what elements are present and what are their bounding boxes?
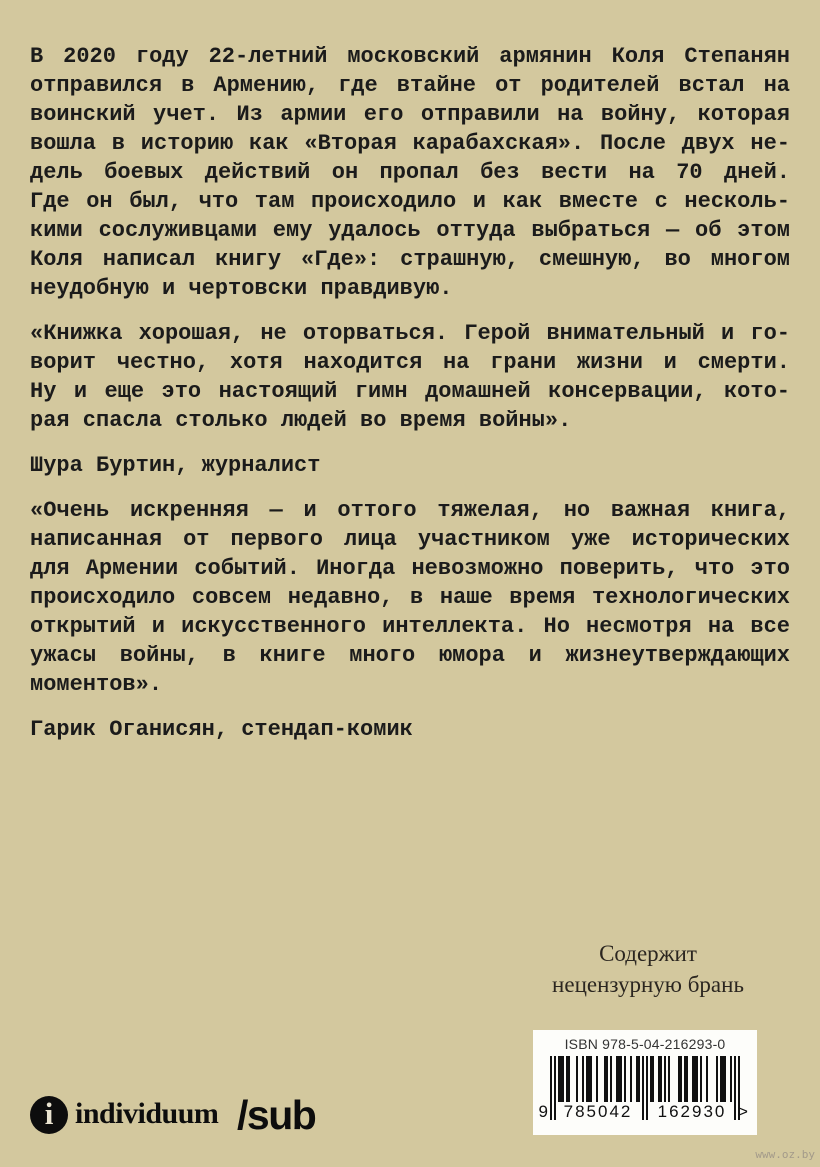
attribution-burtin: Шура Буртин, журналист <box>30 453 321 478</box>
text-line: «Очень искренняя — и оттого тяжелая, но важная книга, <box>30 498 790 523</box>
text-line: открытий и искусственного интеллекта. Но несмотря на все <box>30 614 790 639</box>
quote-oganisyan <box>30 496 790 699</box>
text-line: неудобную и чертовски правдивую. <box>30 276 453 301</box>
text-line: «Книжка хорошая, не оторваться. Герой внимательный и го- <box>30 321 790 346</box>
barcode-group1: 785042 <box>556 1102 640 1122</box>
text-line: происходило совсем недавно, в наше время технологических <box>30 585 790 610</box>
text-line: дель боевых действий он пропал без вести на 70 дней. <box>30 160 790 185</box>
text-line: ужасы войны, в книге много юмора и жизнеутверждающих <box>30 643 790 668</box>
attribution-oganisyan: Гарик Оганисян, стендап-комик <box>30 717 413 742</box>
text-line: ворит честно, хотя находится на грани жизни и смерти. <box>30 350 790 375</box>
text-line: Ну и еще это настоящий гимн домашней консервации, кото- <box>30 379 790 404</box>
text-line: рая спасла столько людей во время войны». <box>30 408 572 433</box>
quote-burtin <box>30 319 790 435</box>
barcode-first-digit: 9 <box>538 1102 548 1121</box>
individuum-circle-i-icon: i <box>30 1096 68 1134</box>
text-line: Где он был, что там происходило и как вместе с несколь- <box>30 189 790 214</box>
text-line: написанная от первого лица участником уже исторических <box>30 527 790 552</box>
barcode-end-char: > <box>738 1102 748 1121</box>
text-line: кими сослуживцами ему удалось оттуда выбраться — об этом <box>30 218 790 243</box>
back-cover-text <box>30 42 790 760</box>
text-line: отправился в Армению, где втайне от родителей встал на <box>30 73 790 98</box>
isbn-barcode-block <box>533 1030 757 1135</box>
text-line: В 2020 году 22-летний московский армянин Коля Степанян <box>30 44 790 69</box>
barcode-digits <box>533 1102 757 1122</box>
content-warning-line1: Содержит <box>599 941 697 966</box>
publisher-logo-sub: /sub <box>237 1092 316 1138</box>
text-line: моментов». <box>30 672 163 697</box>
text-line: Коля написал книгу «Где»: страшную, смешную, во многом <box>30 247 790 272</box>
isbn-number: ISBN 978-5-04-216293-0 <box>564 1036 726 1052</box>
publisher-logo-individuum <box>30 1096 218 1134</box>
text-line: воинский учет. Из армии его отправили на войну, которая <box>30 102 790 127</box>
annotation-paragraph <box>30 42 790 303</box>
text-line: вошла в историю как «Вторая карабахская». После двух не- <box>30 131 790 156</box>
individuum-wordmark: individuum <box>75 1096 219 1130</box>
text-line: для Армении событий. Иногда невозможно поверить, что это <box>30 556 790 581</box>
store-watermark: www.oz.by <box>755 1148 815 1161</box>
content-warning-line2: нецензурную брань <box>552 972 744 997</box>
barcode-group2: 162930 <box>650 1102 734 1122</box>
content-warning <box>518 938 778 1000</box>
